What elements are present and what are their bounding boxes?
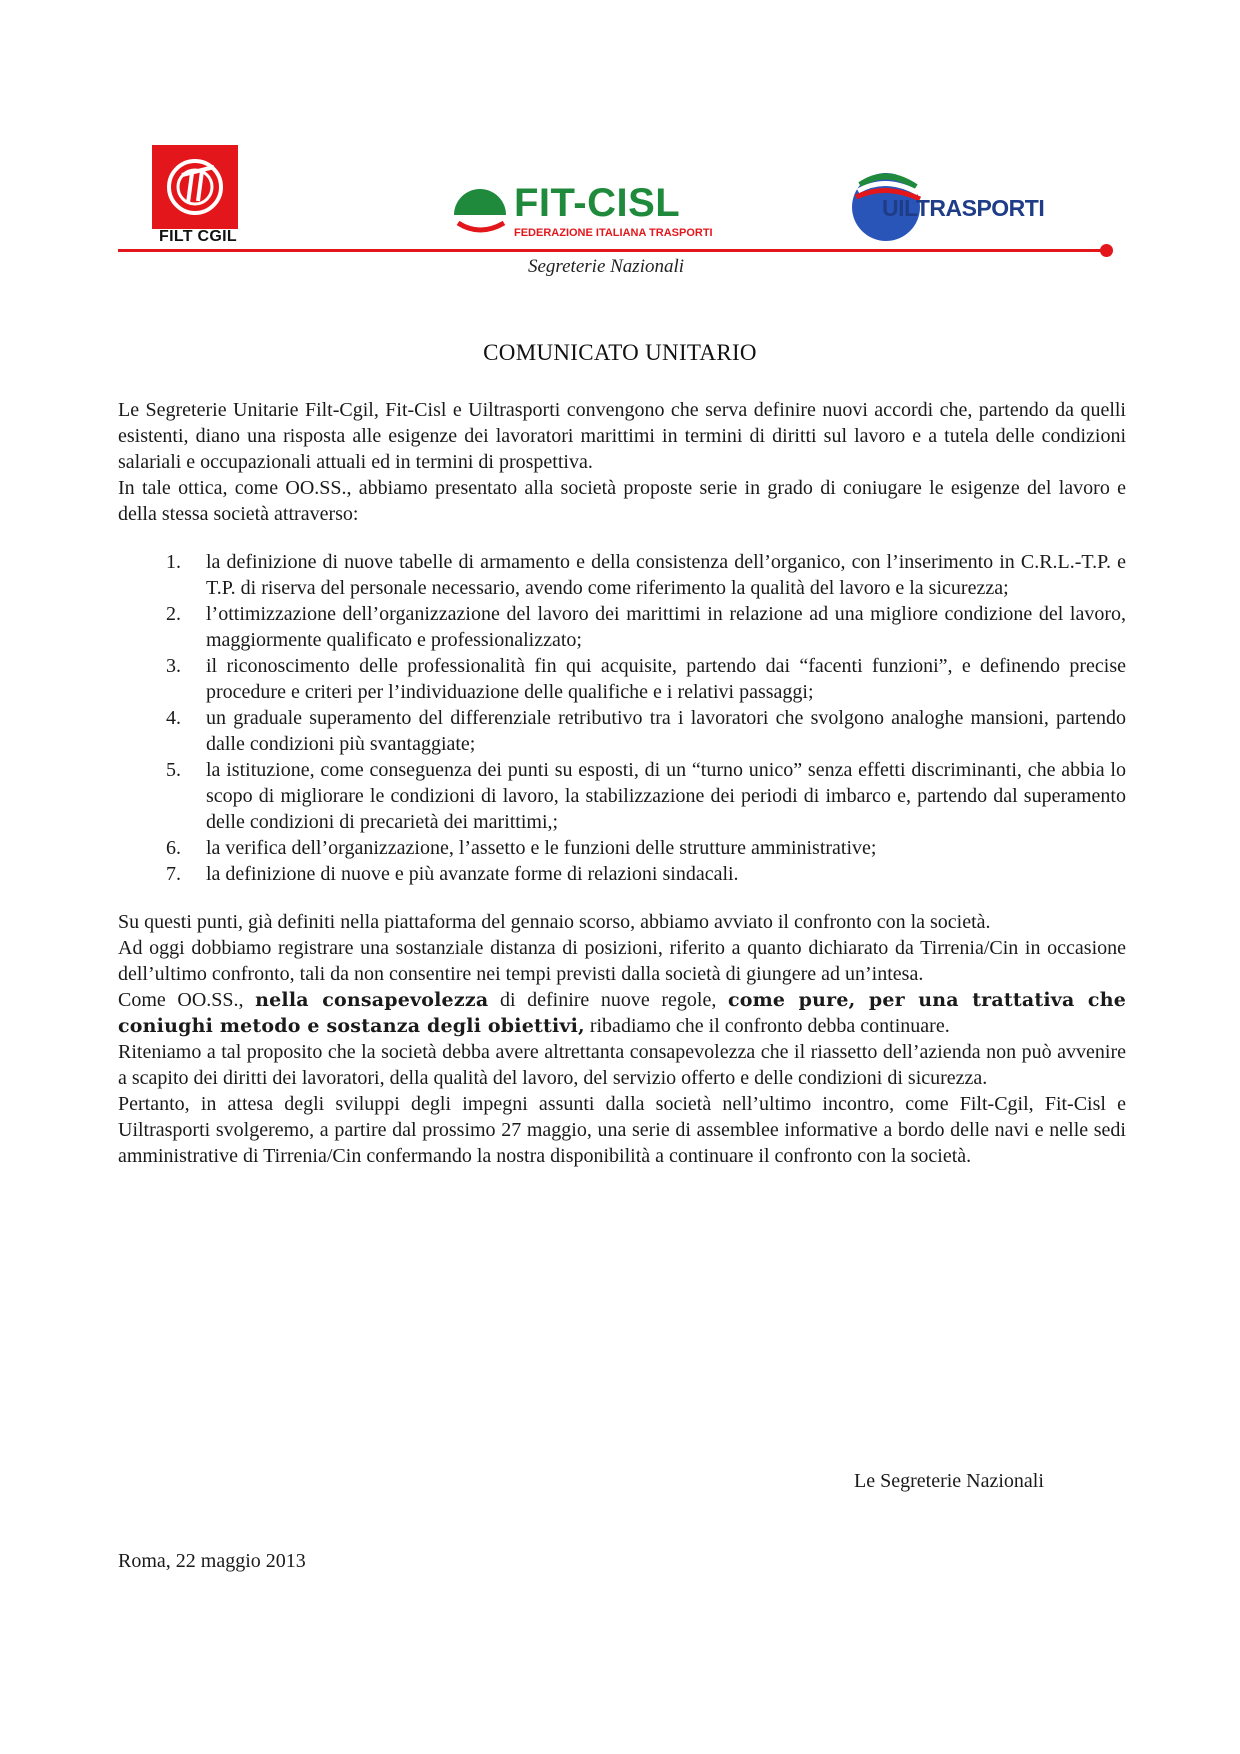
intro-paragraph-2: In tale ottica, come OO.SS., abbiamo presentato alla società proposte serie in grado di coniugare le esigenze del lavoro e della stessa società attraverso: <box>118 477 1126 525</box>
document-date: Roma, 22 maggio 2013 <box>118 1550 306 1572</box>
header-rule <box>118 249 1106 252</box>
uiltrasporti-name: UILTRASPORTI <box>882 195 1045 221</box>
letterhead <box>118 145 1128 285</box>
filt-cgil-emblem <box>152 145 238 229</box>
filt-cgil-logo <box>152 145 242 247</box>
list-item: 3. il riconoscimento delle professionalità fin qui acquisite, partendo dai “facenti funzioni”, e definendo precise procedure e criteri per l’individuazione delle qualifiche e i relativi passaggi; <box>166 655 1126 703</box>
list-item: 7. la definizione di nuove e più avanzate forme di relazioni sindacali. <box>166 863 739 885</box>
proposal-list <box>118 549 1126 887</box>
header-rule-dot <box>1100 244 1113 257</box>
fit-cisl-subtitle: FEDERAZIONE ITALIANA TRASPORTI <box>514 227 713 239</box>
body-paragraph-4: Riteniamo a tal proposito che la società debba avere altrettanta consapevolezza che il riassetto dell’azienda non può avvenire a scapito dei diritti dei lavoratori, della qualità del lavoro, del servizio offerto e delle condizioni di sicurezza. <box>118 1041 1126 1089</box>
fit-cisl-emblem-icon <box>450 181 510 245</box>
body-paragraph-1: Su questi punti, già definiti nella piattaforma del gennaio scorso, abbiamo avviato il confronto con la società. <box>118 911 991 933</box>
fit-cisl-logo <box>450 181 713 245</box>
body-paragraph-3: Come OO.SS., nella consapevolezza di definire nuove regole, come pure, per una trattativa che coniughi metodo e sostanza degli obiettivi, ribadiamo che il confronto debba continuare. <box>118 989 1126 1037</box>
list-item: 4. un graduale superamento del differenziale retributivo tra i lavoratori che svolgono analoghe mansioni, partendo dalle condizioni più svantaggiate; <box>166 707 1126 755</box>
emphasis-text: nella consapevolezza <box>255 989 489 1011</box>
document-title: COMUNICATO UNITARIO <box>483 340 757 365</box>
intro-paragraph-1: Le Segreterie Unitarie Filt-Cgil, Fit-Cisl e Uiltrasporti convengono che serva definire nuovi accordi che, partendo da quelli esistenti, diano una risposta alle esigenze dei lavoratori marittimi in termini di diritti sul lavoro e a tutela delle condizioni salariali e occupazionali attuali ed in termini di prospettiva. <box>118 399 1126 473</box>
fit-cisl-name: FIT-CISL <box>514 181 681 225</box>
signature: Le Segreterie Nazionali <box>854 1470 1044 1492</box>
list-item: 5. la istituzione, come conseguenza dei punti su esposti, di un “turno unico” senza effetti discriminanti, che abbia lo scopo di migliorare le condizioni di lavoro, la stabilizzazione dei periodi di imbarco e, partendo dal superamento delle condizioni di precarietà dei marittimi,; <box>166 759 1126 833</box>
header-subtitle: Segreterie Nazionali <box>528 256 685 277</box>
document-body <box>118 397 1126 1169</box>
list-item: 1. la definizione di nuove tabelle di armamento e della consistenza dell’organico, con l’inserimento in C.R.L.-T.P. e T.P. di riserva del personale necessario, avendo come riferimento la qualità del lavoro e la sicurezza; <box>166 551 1126 599</box>
filt-cgil-label: FILT CGIL <box>159 228 237 245</box>
body-paragraph-5: Pertanto, in attesa degli sviluppi degli impegni assunti dalla società nell’ultimo incontro, come Filt-Cgil, Fit-Cisl e Uiltrasporti svolgeremo, a partire dal prossimo 27 maggio, una serie di assemblee informative a bordo delle navi e nelle sedi amministrative di Tirrenia/Cin confermando la nostra disponibilità a continuare il confronto con la società. <box>118 1093 1126 1167</box>
filt-cgil-mark-icon <box>152 145 238 229</box>
list-item: 6. la verifica dell’organizzazione, l’assetto e le funzioni delle strutture amministrative; <box>166 837 877 859</box>
emphasis-text: come pure, per una trattativa che coniughi metodo e sostanza degli obiettivi, <box>118 989 1126 1037</box>
body-paragraph-2: Ad oggi dobbiamo registrare una sostanziale distanza di posizioni, riferito a quanto dichiarato da Tirrenia/Cin in occasione dell’ultimo confronto, tali da non consentire nei tempi previsti dalla società di giungere ad un’intesa. <box>118 937 1126 985</box>
list-item: 2. l’ottimizzazione dell’organizzazione del lavoro dei marittimi in relazione ad una migliore condizione del lavoro, maggiormente qualificato e professionalizzato; <box>166 603 1126 651</box>
uiltrasporti-logo <box>846 165 1046 245</box>
